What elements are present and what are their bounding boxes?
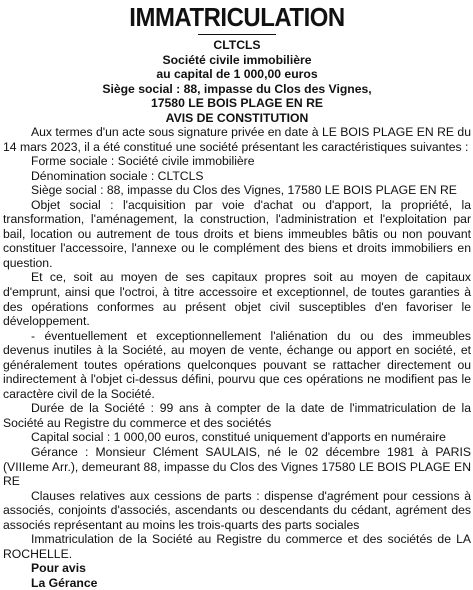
notice-type: AVIS DE CONSTITUTION (165, 110, 309, 125)
paragraph-forme-sociale: Forme sociale : Société civile immobilière (31, 154, 255, 169)
paragraph-capital-social: Capital social : 1 000,00 euros, constitué uniquement d'apports en numéraire (31, 430, 446, 445)
notice-body (3, 125, 471, 561)
paragraph-preamble: Aux termes d'un acte sous signature privée en date à LE BOIS PLAGE EN RE du 14 mars 2023, il a été constitué une société présentant les caractéristiques suivantes : (3, 125, 471, 154)
title-divider (198, 34, 276, 35)
company-header (3, 38, 471, 125)
paragraph-immatriculation: Immatriculation de la Société au Registre du commerce et des sociétés de LA ROCHELLE. (3, 532, 471, 561)
paragraph-duree: Durée de la Société : 99 ans à compter de la date de l'immatriculation de la Société au Registre du commerce et des sociétés (3, 401, 471, 430)
company-form: Société civile immobilière (162, 52, 312, 67)
notice-title: IMMATRICULATION (129, 2, 345, 32)
paragraph-capitaux: Et ce, soit au moyen de ses capitaux propres soit au moyen de capitaux d'emprunt, ainsi que l'octroi, à titre accessoire et exceptionnel, de toutes garanties à des opérations conformes au présent objet civil susceptibles d'en favoriser le développement. (3, 270, 471, 329)
paragraph-objet-social: Objet social : l'acquisition par voie d'achat ou d'apport, la propriété, la transformation, l'aménagement, la construction, l'administration et l'exploitation par bail, location ou autrement de tous droits et biens immeubles bâtis ou non pouvant constituer l'accessoire, l'annexe ou le complément des biens et droits immobiliers en question. (3, 197, 471, 270)
paragraph-denomination: Dénomination sociale : CLTCLS (31, 168, 204, 183)
company-capital: au capital de 1 000,00 euros (156, 67, 318, 81)
signature-block (3, 561, 471, 590)
company-name: CLTCLS (213, 38, 261, 52)
paragraph-siege-social: Siège social : 88, impasse du Clos des Vignes, 17580 LE BOIS PLAGE EN RE (31, 183, 457, 198)
paragraph-cessions: Clauses relatives aux cessions de parts : dispense d'agrément pour cessions à associés, conjoints d'associés, ascendants ou descendants du cédant, agrément des associés représentant au moins les trois-quarts des parts sociales (3, 488, 471, 532)
paragraph-gerance: Gérance : Monsieur Clément SAULAIS, né le 02 décembre 1981 à PARIS (VIIIeme Arr.), demeurant 88, impasse du Clos des Vignes 17580 LE BOIS PLAGE EN RE (3, 445, 471, 489)
paragraph-alienation: - éventuellement et exceptionnellement l'aliénation du ou des immeubles devenus inutiles à la Société, au moyen de vente, échange ou apport en société, et généralement toutes opérations quelconques pouvant se rattacher directement ou indirectement à l'objet ci-dessus défini, pourvu que ces opérations ne modifient pas le caractère civil de la Société. (3, 328, 471, 401)
company-seat-line-2: 17580 LE BOIS PLAGE EN RE (150, 96, 324, 110)
signature-gerance: La Gérance (31, 575, 98, 590)
signature-pour-avis: Pour avis (31, 561, 86, 576)
company-seat-line-1: Siège social : 88, impasse du Clos des Vignes, (102, 81, 372, 96)
